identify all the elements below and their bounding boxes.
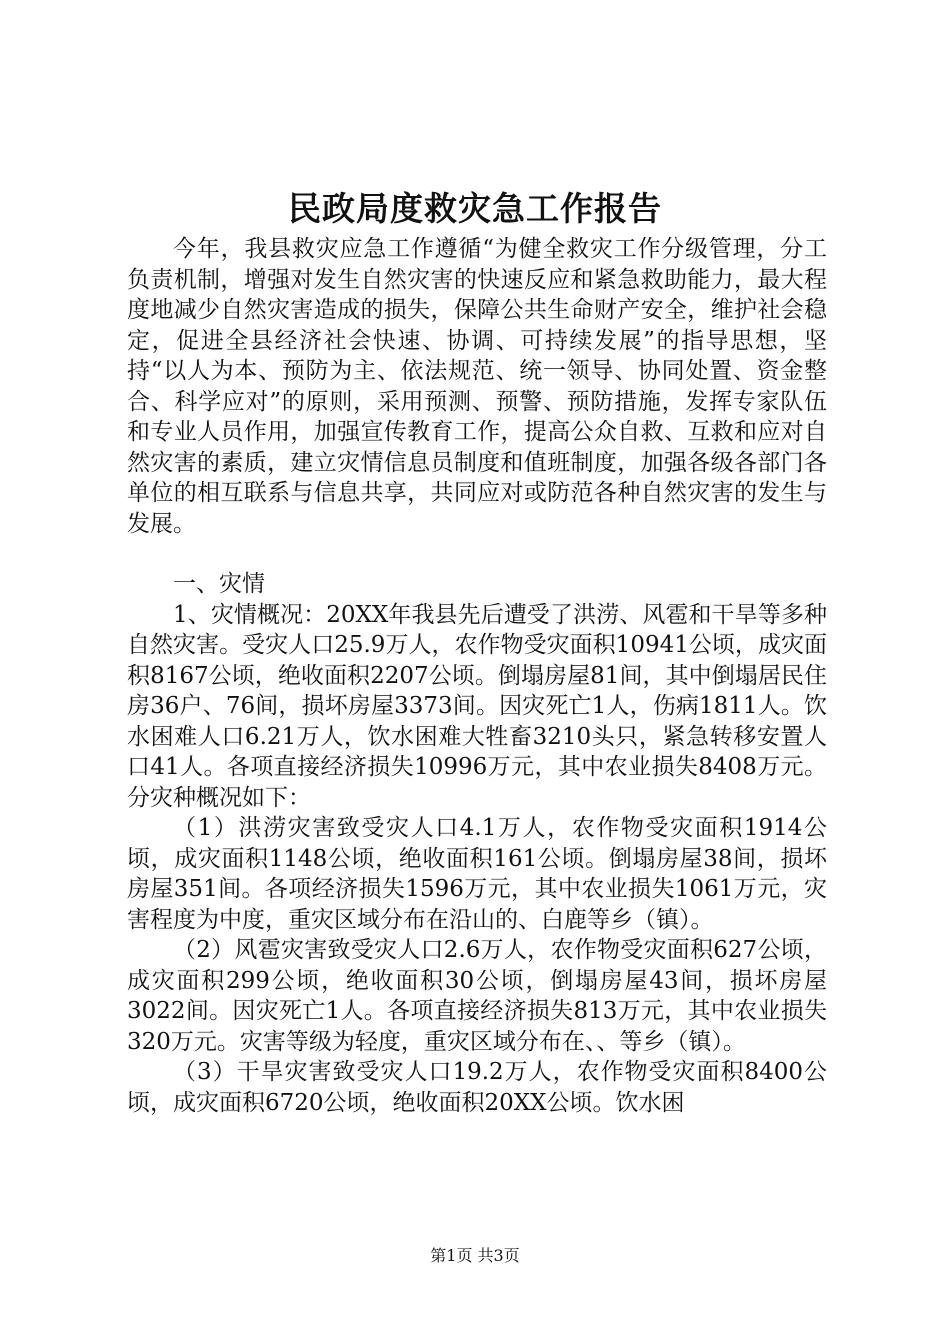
document-title: 民政局度救灾急工作报告 xyxy=(288,189,662,228)
flood-paragraph: （1）洪涝灾害致受灾人口4.1万人，农作物受灾面积1914公顷，成灾面积1148公顷，绝收面积161公顷。倒塌房屋38间，损坏房屋351间。各项经济损失1596万元，其中农业损失1061万元，灾害程度为中度，重灾区域分布在沿山的、白鹿等乡（镇）。 xyxy=(127,815,827,933)
section-heading: 一、灾情 xyxy=(173,571,265,597)
overview-paragraph: 1、灾情概况：20XX年我县先后遭受了洪涝、风雹和干旱等多种自然灾害。受灾人口25.9万人，农作物受灾面积10941公顷，成灾面积8167公顷，绝收面积2207公顷。倒塌房屋81间，其中倒塌居民住房36户、76间，损坏房屋3373间。因灾死亡1人，伤病1811人。饮水困难人口6.21万人，饮水困难大牲畜3210头只，紧急转移安置人口41人。各项直接经济损失10996万元，其中农业损失8408万元。分灾种概况如下： xyxy=(127,601,827,811)
hail-paragraph: （2）风雹灾害致受灾人口2.6万人，农作物受灾面积627公顷，成灾面积299公顷，绝收面积30公顷，倒塌房屋43间，损坏房屋3022间。因灾死亡1人。各项直接经济损失813万元，其中农业损失320万元。灾害等级为轻度，重灾区域分布在、、等乡（镇）。 xyxy=(127,937,827,1055)
document-body xyxy=(127,234,827,1118)
drought-paragraph: （3）干旱灾害致受灾人口19.2万人，农作物受灾面积8400公顷，成灾面积6720公顷，绝收面积20XX公顷。饮水困 xyxy=(127,1059,827,1116)
page-number-footer: 第1页 共3页 xyxy=(430,1246,520,1265)
intro-paragraph: 今年，我县救灾应急工作遵循“为健全救灾工作分级管理，分工负责机制，增强对发生自然灾害的快速反应和紧急救助能力，最大程度地减少自然灾害造成的损失，保障公共生命财产安全，维护社会稳定，促进全县经济社会快速、协调、可持续发展”的指导思想，坚持“以人为本、预防为主、依法规范、统一领导、协同处置、资金整合、科学应对”的原则，采用预测、预警、预防措施，发挥专家队伍和专业人员作用，加强宣传教育工作，提高公众自救、互救和应对自然灾害的素质，建立灾情信息员制度和值班制度，加强各级各部门各单位的相互联系与信息共享，共同应对或防范各种自然灾害的发生与发展。 xyxy=(127,236,827,537)
